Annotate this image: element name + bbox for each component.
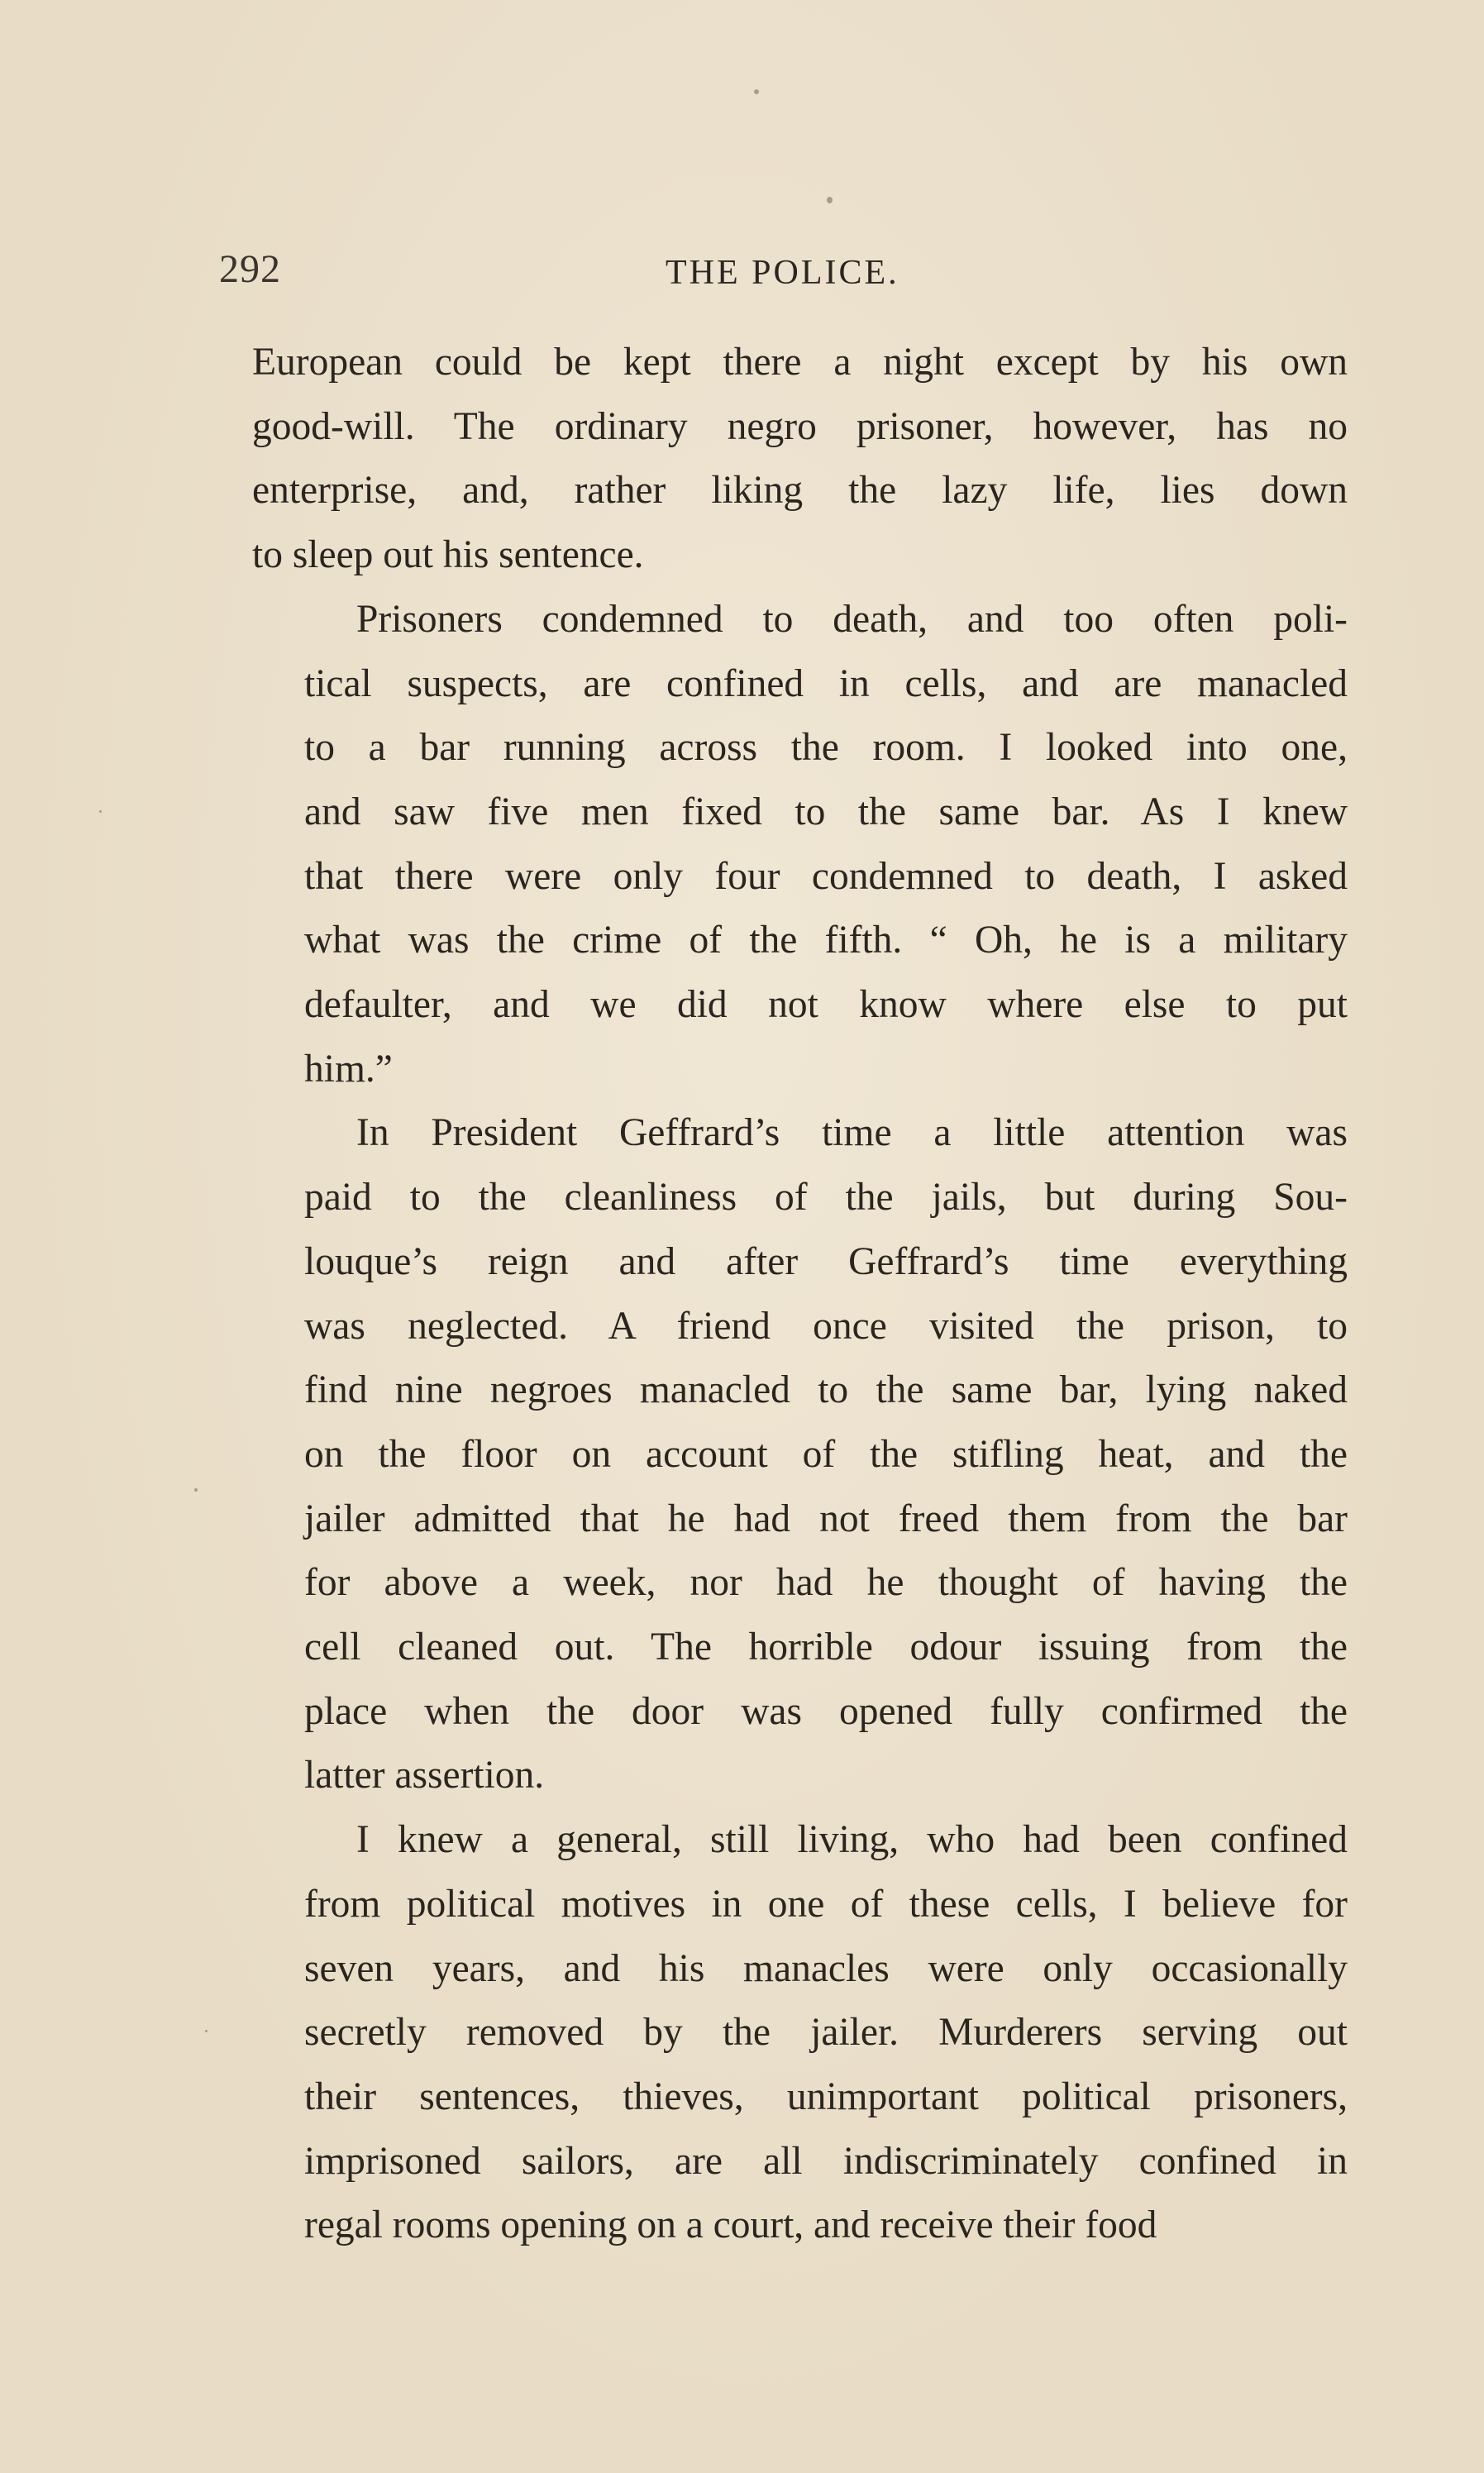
running-head: THE POLICE. bbox=[666, 254, 899, 292]
text-line: what was the crime of the fifth. “ Oh, he is a military bbox=[304, 919, 1348, 962]
paragraph bbox=[252, 331, 1348, 588]
text-line: good-will. The ordinary negro prisoner, however, has no bbox=[252, 404, 1348, 448]
text-line: to a bar running across the room. I looked into one, bbox=[304, 726, 1348, 770]
text-line: louque’s reign and after Geffrard’s time everything bbox=[304, 1239, 1348, 1283]
text-line: find nine negroes manacled to the same bar, lying naked bbox=[304, 1368, 1348, 1412]
text-line: place when the door was opened fully confirmed the bbox=[304, 1689, 1348, 1733]
text-line: enterprise, and, rather liking the lazy life, lies down bbox=[252, 469, 1348, 513]
paragraph bbox=[252, 588, 1348, 1102]
text-line: their sentences, thieves, unimportant political prisoners, bbox=[304, 2074, 1348, 2118]
ink-speck bbox=[205, 2030, 208, 2032]
ink-speck bbox=[99, 810, 102, 813]
text-line: for above a week, nor had he thought of having the bbox=[304, 1561, 1348, 1605]
text-line: Prisoners condemned to death, and too often poli- bbox=[356, 597, 1348, 641]
text-line: was neglected. A friend once visited the prison, to bbox=[304, 1304, 1348, 1348]
text-line: and saw five men fixed to the same bar. As I knew bbox=[304, 790, 1348, 833]
text-line: latter assertion. bbox=[304, 1754, 545, 1797]
text-line: cell cleaned out. The horrible odour issuing from the bbox=[304, 1626, 1348, 1669]
text-line: regal rooms opening on a court, and receive their food bbox=[304, 2203, 1157, 2247]
text-line: tical suspects, are confined in cells, and are manacled bbox=[304, 661, 1348, 705]
text-line: paid to the cleanliness of the jails, but during Sou- bbox=[304, 1176, 1348, 1220]
text-line: I knew a general, still living, who had been confined bbox=[356, 1818, 1348, 1862]
text-line: seven years, and his manacles were only occasionally bbox=[304, 1946, 1348, 1990]
paragraph bbox=[252, 1101, 1348, 1808]
text-line: European could be kept there a night except by his own bbox=[252, 341, 1348, 384]
text-line: to sleep out his sentence. bbox=[252, 533, 644, 577]
text-line: imprisoned sailors, are all indiscriminately confined in bbox=[304, 2139, 1348, 2183]
text-line: secretly removed by the jailer. Murderers serving out bbox=[304, 2011, 1348, 2055]
ink-speck bbox=[827, 197, 833, 203]
text-line: that there were only four condemned to death, I asked bbox=[304, 854, 1348, 898]
text-line: defaulter, and we did not know where else to put bbox=[304, 983, 1348, 1027]
body-text bbox=[252, 331, 1348, 2258]
paragraph bbox=[252, 1808, 1348, 2258]
page-number: 292 bbox=[219, 247, 281, 291]
text-line: him.” bbox=[304, 1047, 393, 1091]
text-line: from political motives in one of these cells, I believe for bbox=[304, 1882, 1348, 1926]
text-line: on the floor on account of the stifling heat, and the bbox=[304, 1432, 1348, 1476]
text-line: jailer admitted that he had not freed them from the bar bbox=[304, 1497, 1348, 1540]
ink-speck bbox=[194, 1488, 198, 1492]
page-header bbox=[219, 246, 1360, 304]
ink-speck bbox=[754, 89, 759, 94]
text-line: In President Geffrard’s time a little attention was bbox=[356, 1111, 1348, 1155]
